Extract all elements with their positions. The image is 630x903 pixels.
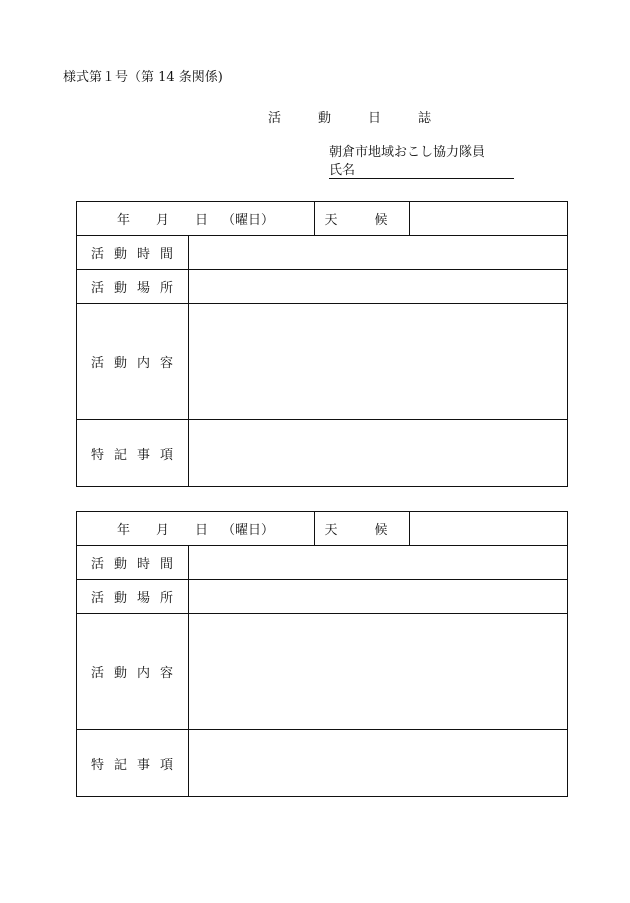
activity-content-label: 活動内容 xyxy=(77,614,189,730)
date-text: 年 月 日 xyxy=(116,523,208,538)
special-notes-label: 特記事項 xyxy=(77,420,189,487)
special-notes-field[interactable] xyxy=(189,420,568,487)
activity-time-field[interactable] xyxy=(189,546,568,580)
special-notes-label: 特記事項 xyxy=(77,730,189,797)
activity-place-field[interactable] xyxy=(189,580,568,614)
name-label: 氏名 xyxy=(329,163,356,178)
form-number: 様式第１号（第 14 条関係) xyxy=(63,70,223,85)
activity-content-label: 活動内容 xyxy=(77,304,189,420)
weekday-text: （曜日） xyxy=(222,523,275,538)
activity-time-field[interactable] xyxy=(189,236,568,270)
weather-label: 天 候 xyxy=(315,512,410,546)
name-field[interactable] xyxy=(329,164,514,179)
date-field[interactable] xyxy=(77,202,315,236)
activity-content-field[interactable] xyxy=(189,614,568,730)
weather-field[interactable] xyxy=(410,512,568,546)
weather-label: 天 候 xyxy=(315,202,410,236)
weekday-text: （曜日） xyxy=(222,213,275,228)
activity-entry-table xyxy=(76,201,568,487)
organization-name: 朝倉市地域おこし協力隊員 xyxy=(329,145,486,160)
activity-place-field[interactable] xyxy=(189,270,568,304)
date-field[interactable] xyxy=(77,512,315,546)
document-title: 活 動 日 誌 xyxy=(268,111,444,126)
special-notes-field[interactable] xyxy=(189,730,568,797)
activity-place-label: 活動場所 xyxy=(77,580,189,614)
weather-field[interactable] xyxy=(410,202,568,236)
activity-time-label: 活動時間 xyxy=(77,236,189,270)
activity-place-label: 活動場所 xyxy=(77,270,189,304)
activity-entry-table xyxy=(76,511,568,797)
date-text: 年 月 日 xyxy=(116,213,208,228)
activity-content-field[interactable] xyxy=(189,304,568,420)
activity-time-label: 活動時間 xyxy=(77,546,189,580)
